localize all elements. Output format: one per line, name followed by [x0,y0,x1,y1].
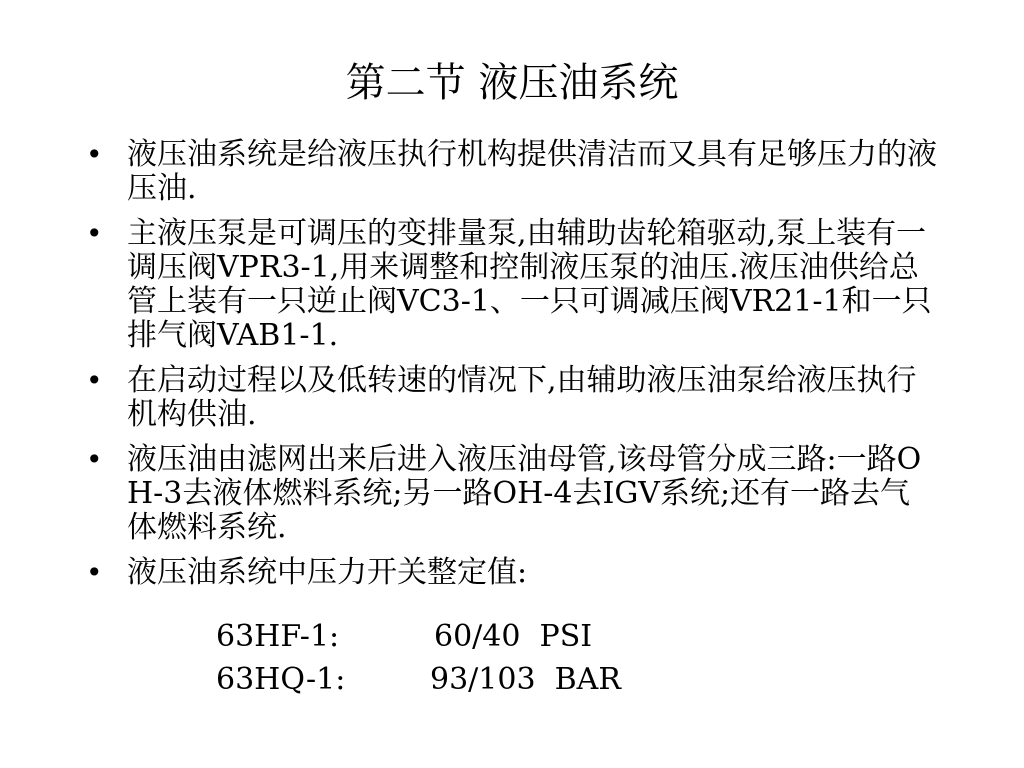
bullet-marker: • [86,217,103,250]
bullet-item [0,556,937,590]
bullet-text: 液压油系统是给液压执行机构提供清洁而又具有足够压力的液压油. [127,137,937,206]
bullet-text: 液压油系统中压力开关整定值: [127,555,528,590]
bullet-item [0,217,937,353]
pressure-setting-value: 60/40 PSI [434,619,593,654]
bullet-text: 主液压泵是可调压的变排量泵,由辅助齿轮箱驱动,泵上装有一调压阀VPR3-1,用来调整和控制液压泵的油压.液压油供给总管上装有一只逆止阀VC3-1、一只可调减压阀VR21-1和一只排气阀VAB1-1. [127,216,932,353]
pressure-switch-name: 63HQ-1: [216,662,346,697]
bullet-item [0,138,937,206]
slide-title: 第二节 液压油系统 [345,60,679,106]
pressure-switch-name: 63HF-1: [216,619,340,654]
bullet-text: 液压油由滤网出来后进入液压油母管,该母管分成三路:一路OH-3去液体燃料系统;另一路OH-4去IGV系统;还有一路去气体燃料系统. [127,442,922,545]
bullet-item [0,364,937,432]
bullet-marker: • [86,138,103,171]
bullet-marker: • [86,364,103,397]
pressure-setting-value: 93/103 BAR [430,662,621,697]
bullet-item [0,443,937,545]
bullet-text: 在启动过程以及低转速的情况下,由辅助液压油泵给液压执行机构供油. [127,363,917,432]
bullet-marker: • [86,443,103,476]
bullet-list [0,138,1024,601]
bullet-marker: • [86,556,103,589]
